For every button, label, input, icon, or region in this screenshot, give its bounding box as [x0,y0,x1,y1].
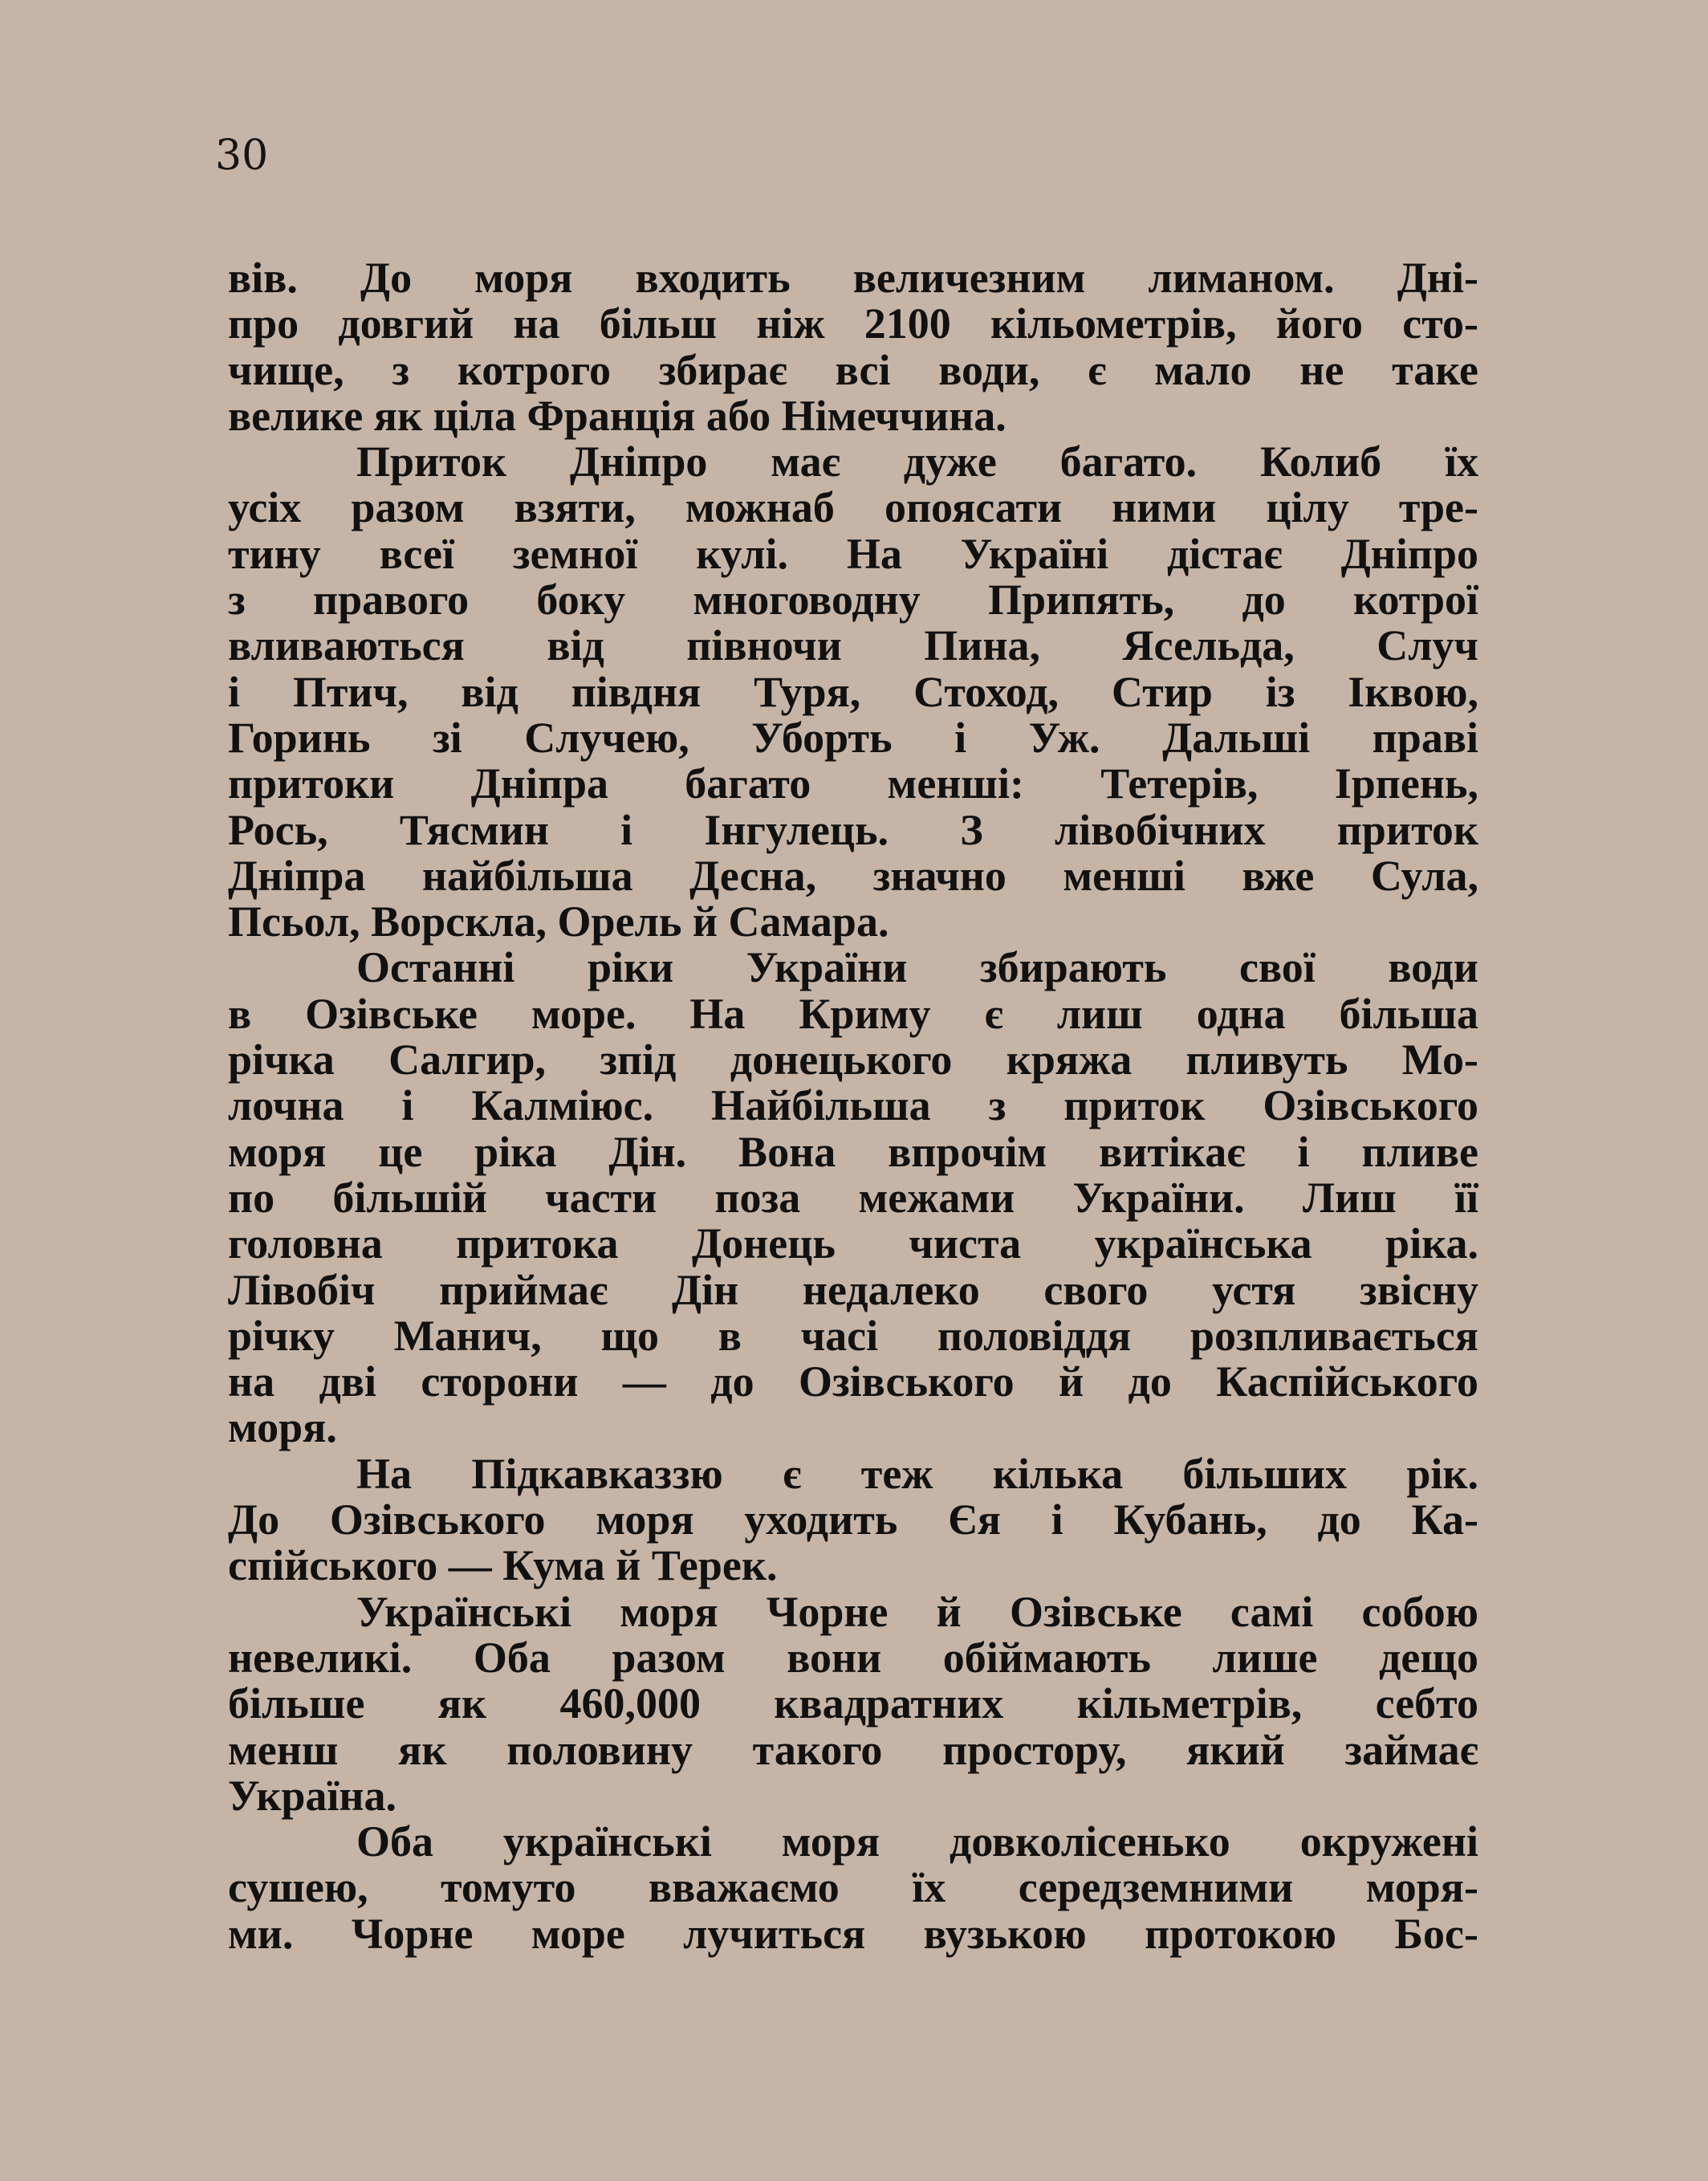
text-line: головна притока Донець чиста українська ріка. [228,1219,1478,1268]
text-line: вливаються від півночи Пина, Ясельда, Случ [228,621,1478,670]
text-line: притоки Дніпра багато менші: Тетерів, Ірпень, [228,759,1478,808]
text-line: річка Салгир, зпід донецького кряжа пливуть Мо- [228,1036,1478,1084]
text-line: на дві сторони — до Озівського й до Каспійського [228,1357,1478,1406]
text-line: в Озівське море. На Криму є лиш одна більша [228,989,1478,1038]
text-line: з правого боку многоводну Припять, до котрої [228,576,1478,625]
text-line: вів. До моря входить величезним лиманом. Дні- [228,254,1478,302]
text-line: Останні ріки України збирають свої води [356,943,1478,992]
text-line: велике як ціла Франція або Німеччина. [228,391,1007,440]
text-line: тину всеї земної кулі. На Україні дістає Дніпро [228,529,1478,578]
text-line: моря це ріка Дін. Вона впрочім витікає і пливе [228,1127,1478,1176]
text-line: Українські моря Чорне й Озівське самі собою [356,1587,1478,1636]
text-line: невеликі. Оба разом вони обіймають лише дещо [228,1633,1478,1682]
text-line: про довгий на більш ніж 2100 кільометрів, його сто- [228,299,1478,348]
text-line: Україна. [228,1771,396,1820]
text-line: моря. [228,1403,337,1452]
text-line: по більшій части поза межами України. Лиш її [228,1173,1478,1222]
text-line: чище, з котрого збирає всі води, є мало не таке [228,345,1478,394]
text-line: До Озівського моря уходить Єя і Кубань, до Ка- [228,1495,1478,1544]
text-line: На Підкавказзю є теж кілька більших рік. [356,1449,1478,1498]
page-number: 30 [215,132,269,180]
text-line: Приток Дніпро має дуже багато. Колиб їх [356,437,1478,486]
text-line: Горинь зі Случею, Уборть і Уж. Дальші праві [228,713,1478,762]
text-line: Дніпра найбільша Десна, значно менші вже Сула, [228,851,1478,900]
text-line: лочна і Калміюс. Найбільша з приток Озівського [228,1081,1478,1130]
body-text [228,255,1478,1957]
text-line: Лівобіч приймає Дін недалеко свого устя звісну [228,1265,1478,1314]
text-line: менш як половину такого простору, який займає [228,1725,1478,1774]
text-line: Псьол, Ворскла, Орель й Самара. [228,897,889,946]
text-line: усіх разом взяти, можнаб опоясати ними цілу тре- [228,483,1478,532]
text-line: і Птич, від півдня Туря, Стоход, Стир із Іквою, [228,667,1478,716]
text-line: більше як 460,000 квадратних кільметрів, себто [228,1679,1478,1728]
text-line: Оба українські моря довколісенько окружені [356,1817,1478,1866]
text-line: річку Манич, що в часі половіддя розпливається [228,1311,1478,1360]
text-line: сушею, томуто вважаємо їх середземними моря- [228,1863,1478,1912]
text-line: спійського — Кума й Терек. [228,1541,778,1590]
text-line: Рось, Тясмин і Інгулець. З лівобічних приток [228,805,1478,854]
text-line: ми. Чорне море лучиться вузькою протокою Бос- [228,1909,1478,1958]
